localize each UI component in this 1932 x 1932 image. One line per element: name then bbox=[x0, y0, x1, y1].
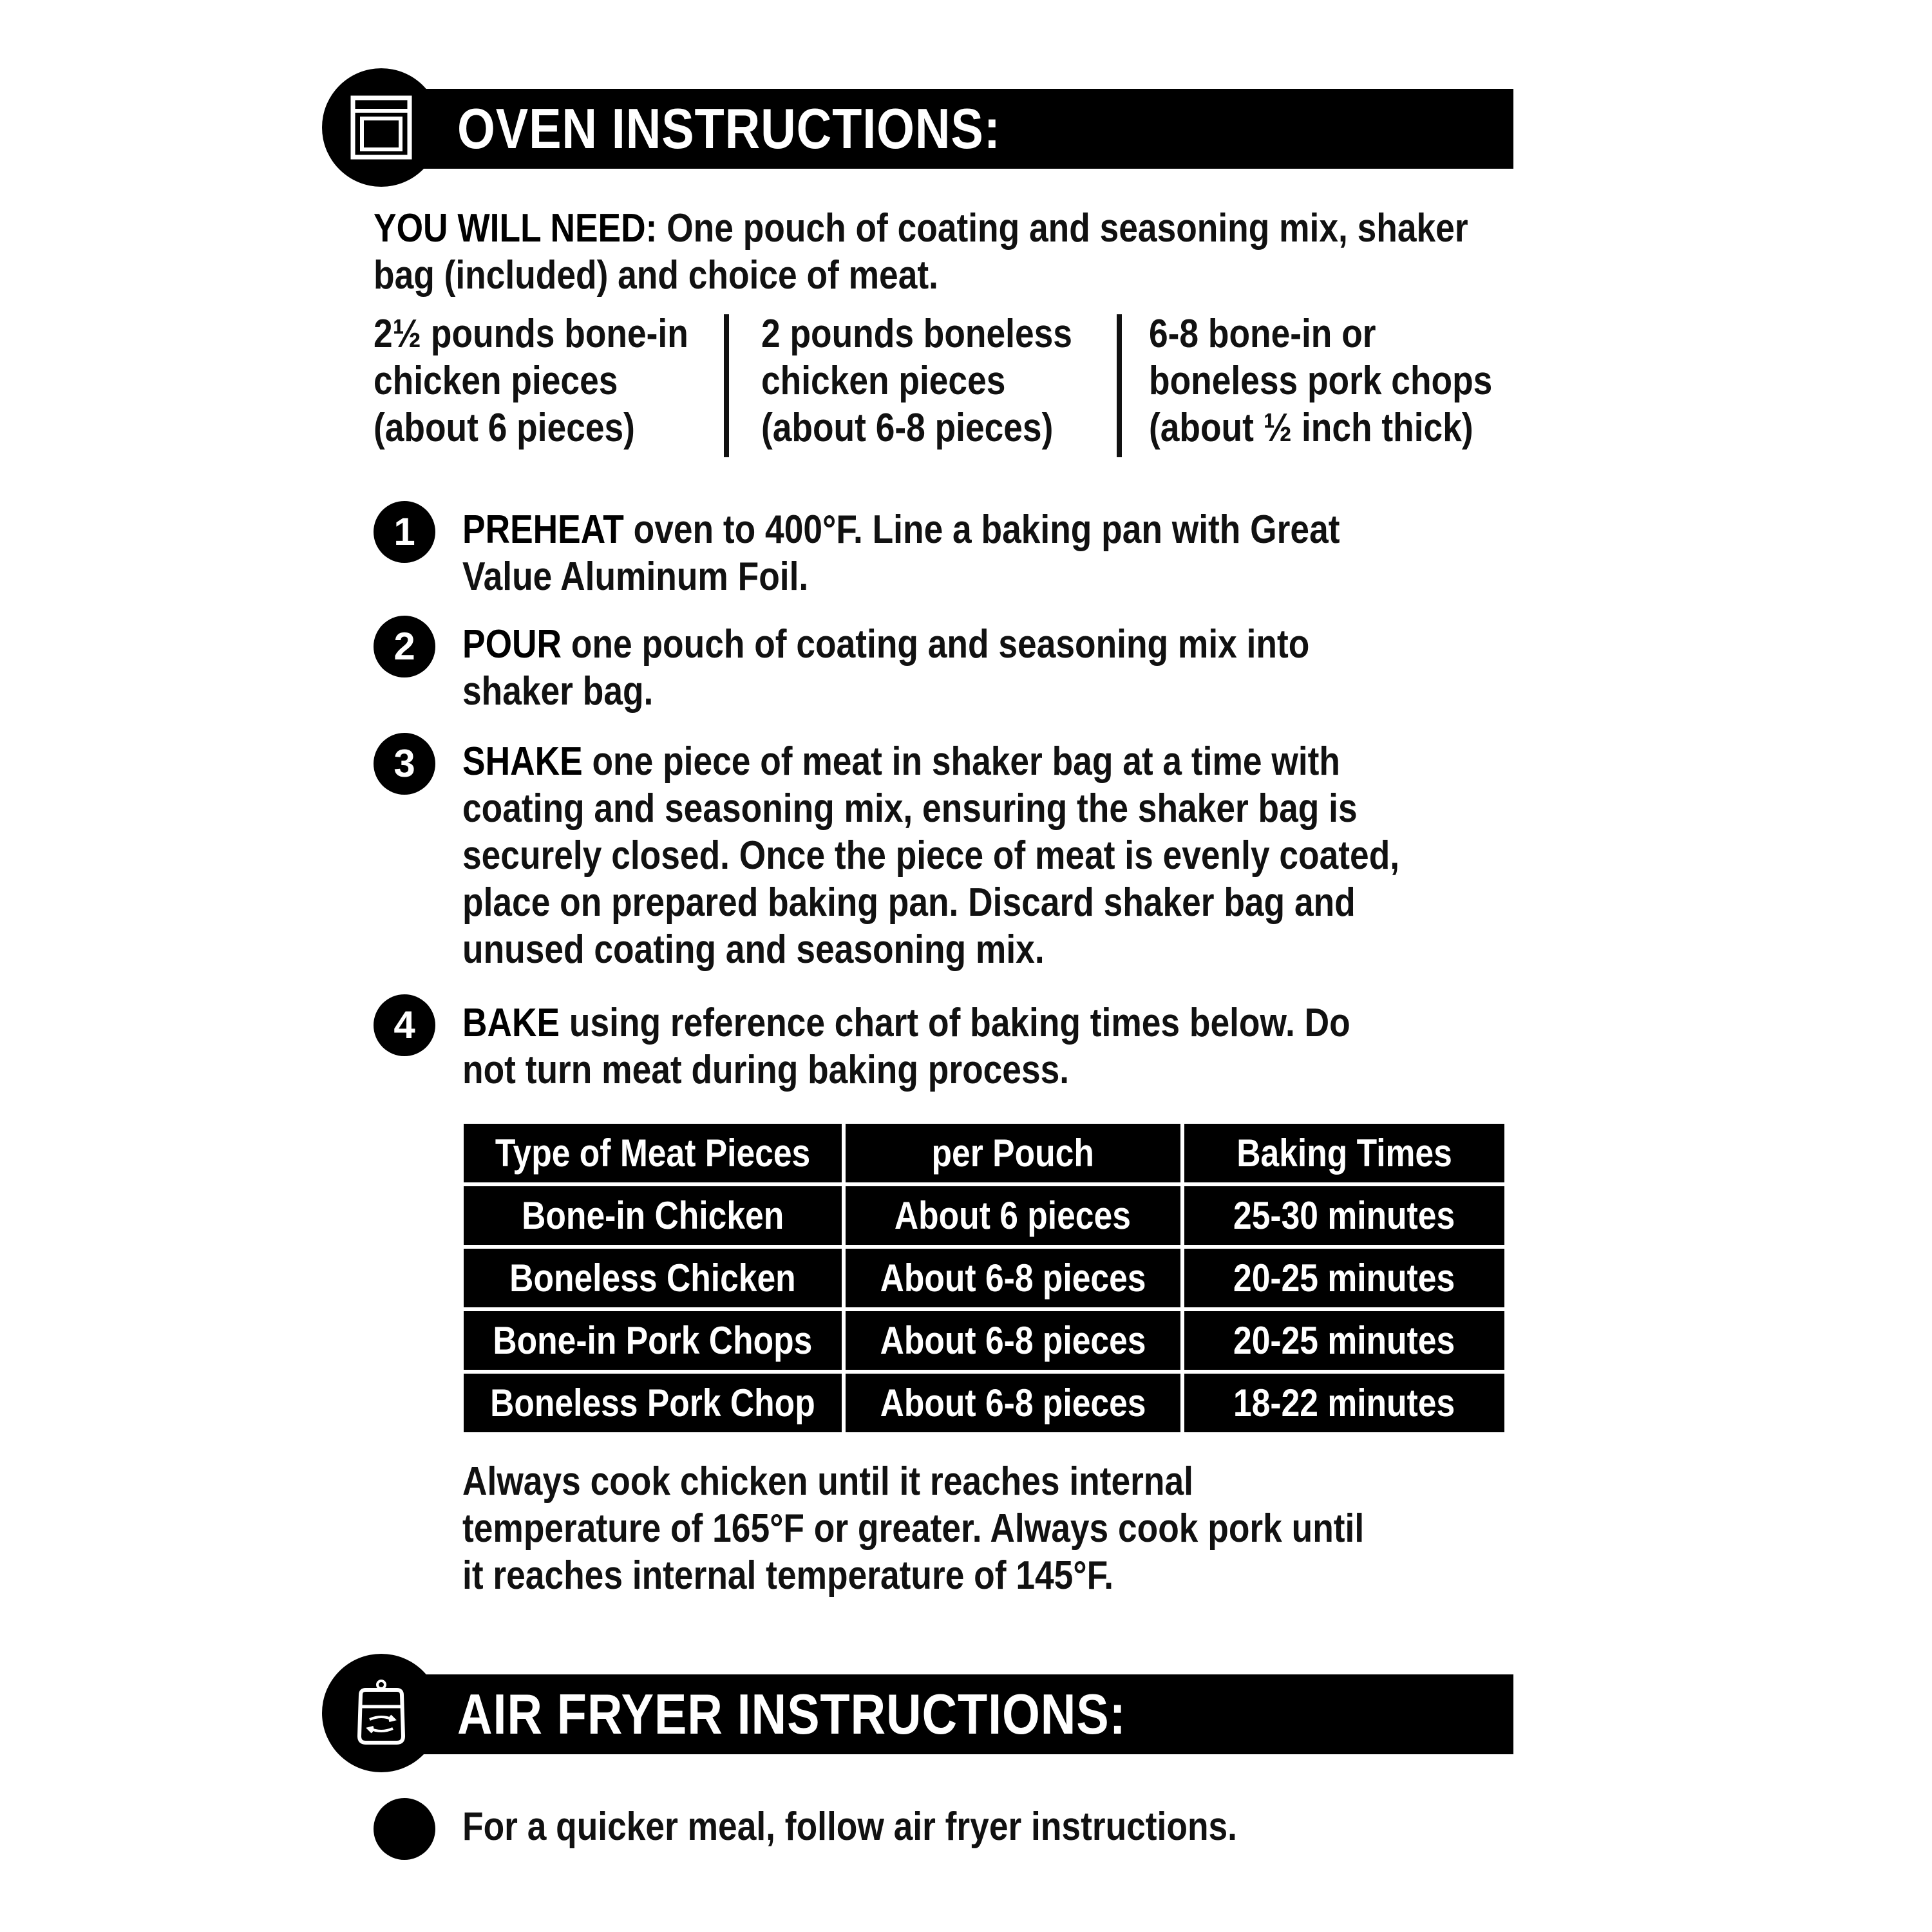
table-cell: About 6-8 pieces bbox=[846, 1374, 1180, 1432]
table-cell: Boneless Pork Chop bbox=[464, 1374, 842, 1432]
step-4-text: BAKE using reference chart of baking times below. Do not turn meat during baking process. bbox=[462, 1001, 1350, 1092]
table-cell: About 6-8 pieces bbox=[846, 1311, 1180, 1370]
oven-header-title: OVEN INSTRUCTIONS: bbox=[457, 97, 1001, 160]
air-fryer-icon bbox=[322, 1654, 440, 1772]
table-header-row bbox=[464, 1124, 1504, 1182]
table-header-cell: Baking Times bbox=[1184, 1124, 1504, 1182]
step-number-2: 2 bbox=[374, 616, 435, 677]
air-fryer-bullet-text: For a quicker meal, follow air fryer instructions. bbox=[462, 1804, 1237, 1849]
meat-option-divider bbox=[724, 314, 729, 457]
meat-option-2: 2 pounds boneless chicken pieces (about 6-8 pieces) bbox=[761, 312, 1072, 450]
air-fryer-header-title: AIR FRYER INSTRUCTIONS: bbox=[457, 1682, 1126, 1746]
table-cell: 18-22 minutes bbox=[1184, 1374, 1504, 1432]
step-1-text: PREHEAT oven to 400°F. Line a baking pan with Great Value Aluminum Foil. bbox=[462, 507, 1340, 599]
table-cell: About 6 pieces bbox=[846, 1186, 1180, 1245]
table-cell: About 6-8 pieces bbox=[846, 1249, 1180, 1307]
baking-times-table bbox=[460, 1120, 1508, 1436]
table-cell: 20-25 minutes bbox=[1184, 1311, 1504, 1370]
temperature-note: Always cook chicken until it reaches internal temperature of 165°F or greater. Always cook pork until it reaches internal temperature of 145°F. bbox=[462, 1459, 1365, 1598]
you-will-need-label: YOU WILL NEED: bbox=[374, 206, 658, 251]
step-3-text: SHAKE one piece of meat in shaker bag at a time with coating and seasoning mix, ensuring the shaker bag is securely closed. Once the piece of meat is evenly coated, place on prepared baking pan. Discard shaker bag and unused coating and seasoning mix. bbox=[462, 739, 1400, 972]
step-number-3: 3 bbox=[374, 733, 435, 795]
table-row bbox=[464, 1249, 1504, 1307]
meat-option-3: 6-8 bone-in or boneless pork chops (about ½ inch thick) bbox=[1149, 312, 1493, 450]
table-cell: Bone-in Chicken bbox=[464, 1186, 842, 1245]
table-header-cell: Type of Meat Pieces bbox=[464, 1124, 842, 1182]
bullet-dot bbox=[374, 1798, 435, 1860]
table-header-cell: per Pouch bbox=[846, 1124, 1180, 1182]
table-row bbox=[464, 1374, 1504, 1432]
meat-option-1: 2½ pounds bone-in chicken pieces (about 6 pieces) bbox=[374, 312, 688, 450]
you-will-need-text: YOU WILL NEED: One pouch of coating and seasoning mix, shaker bag (included) and choice of meat. bbox=[374, 206, 1468, 298]
step-number-4: 4 bbox=[374, 994, 435, 1056]
table-row bbox=[464, 1311, 1504, 1370]
oven-icon bbox=[322, 68, 440, 187]
table-cell: 20-25 minutes bbox=[1184, 1249, 1504, 1307]
table-cell: Bone-in Pork Chops bbox=[464, 1311, 842, 1370]
table-cell: Boneless Chicken bbox=[464, 1249, 842, 1307]
step-number-1: 1 bbox=[374, 501, 435, 563]
table-row bbox=[464, 1186, 1504, 1245]
meat-option-divider bbox=[1117, 314, 1122, 457]
step-2-text: POUR one pouch of coating and seasoning mix into shaker bag. bbox=[462, 622, 1310, 714]
table-cell: 25-30 minutes bbox=[1184, 1186, 1504, 1245]
